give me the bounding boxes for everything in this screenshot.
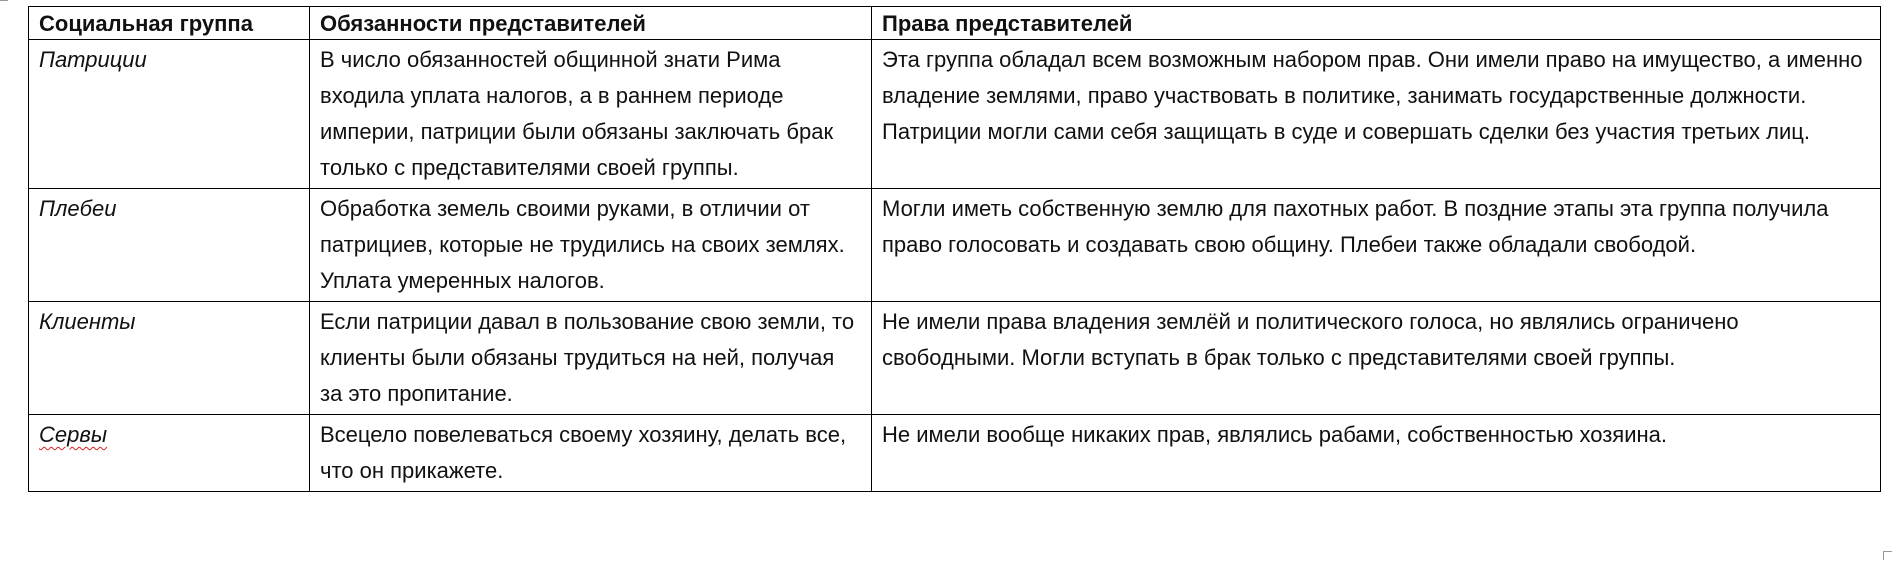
group-name-cell: Клиенты [29,302,310,415]
table-row [29,415,1881,492]
group-name-cell: Патриции [29,40,310,189]
rights-cell: Не имели права владения землёй и политического голоса, но являлись ограничено свободными. Могли вступать в брак только с представителями своей группы. [872,302,1881,415]
rights-cell: Могли иметь собственную землю для пахотных работ. В поздние этапы эта группа получила право голосовать и создавать свою общину. Плебеи также обладали свободой. [872,189,1881,302]
page-corner-mark [0,0,8,1]
header-social-group: Социальная группа [29,7,310,40]
table-header-row [29,7,1881,40]
group-name-cell: Плебеи [29,189,310,302]
document-table-container [28,6,1880,492]
rights-cell: Эта группа обладал всем возможным набором прав. Они имели право на имущество, а именно владение землями, право участвовать в политике, занимать государственные должности. Патриции могли сами себя защищать в суде и совершать сделки без участия третьих лиц. [872,40,1881,189]
table-row [29,302,1881,415]
table-row [29,189,1881,302]
header-rights: Права представителей [872,7,1881,40]
spellcheck-underlined-word: Сервы [39,422,108,447]
duties-cell: Обработка земель своими руками, в отличии от патрициев, которые не трудились на своих землях. Уплата умеренных налогов. [310,189,872,302]
header-duties: Обязанности представителей [310,7,872,40]
social-groups-table [28,6,1881,492]
group-name-cell [29,415,310,492]
duties-cell: В число обязанностей общинной знати Рима входила уплата налогов, а в раннем периоде империи, патриции были обязаны заключать брак только с представителями своей группы. [310,40,872,189]
duties-cell: Если патриции давал в пользование свою земли, то клиенты были обязаны трудиться на ней, получая за это пропитание. [310,302,872,415]
duties-cell: Всецело повелеваться своему хозяину, делать все, что он прикажете. [310,415,872,492]
rights-cell: Не имели вообще никаких прав, являлись рабами, собственностью хозяина. [872,415,1881,492]
page-corner-mark [1883,551,1892,560]
table-row [29,40,1881,189]
